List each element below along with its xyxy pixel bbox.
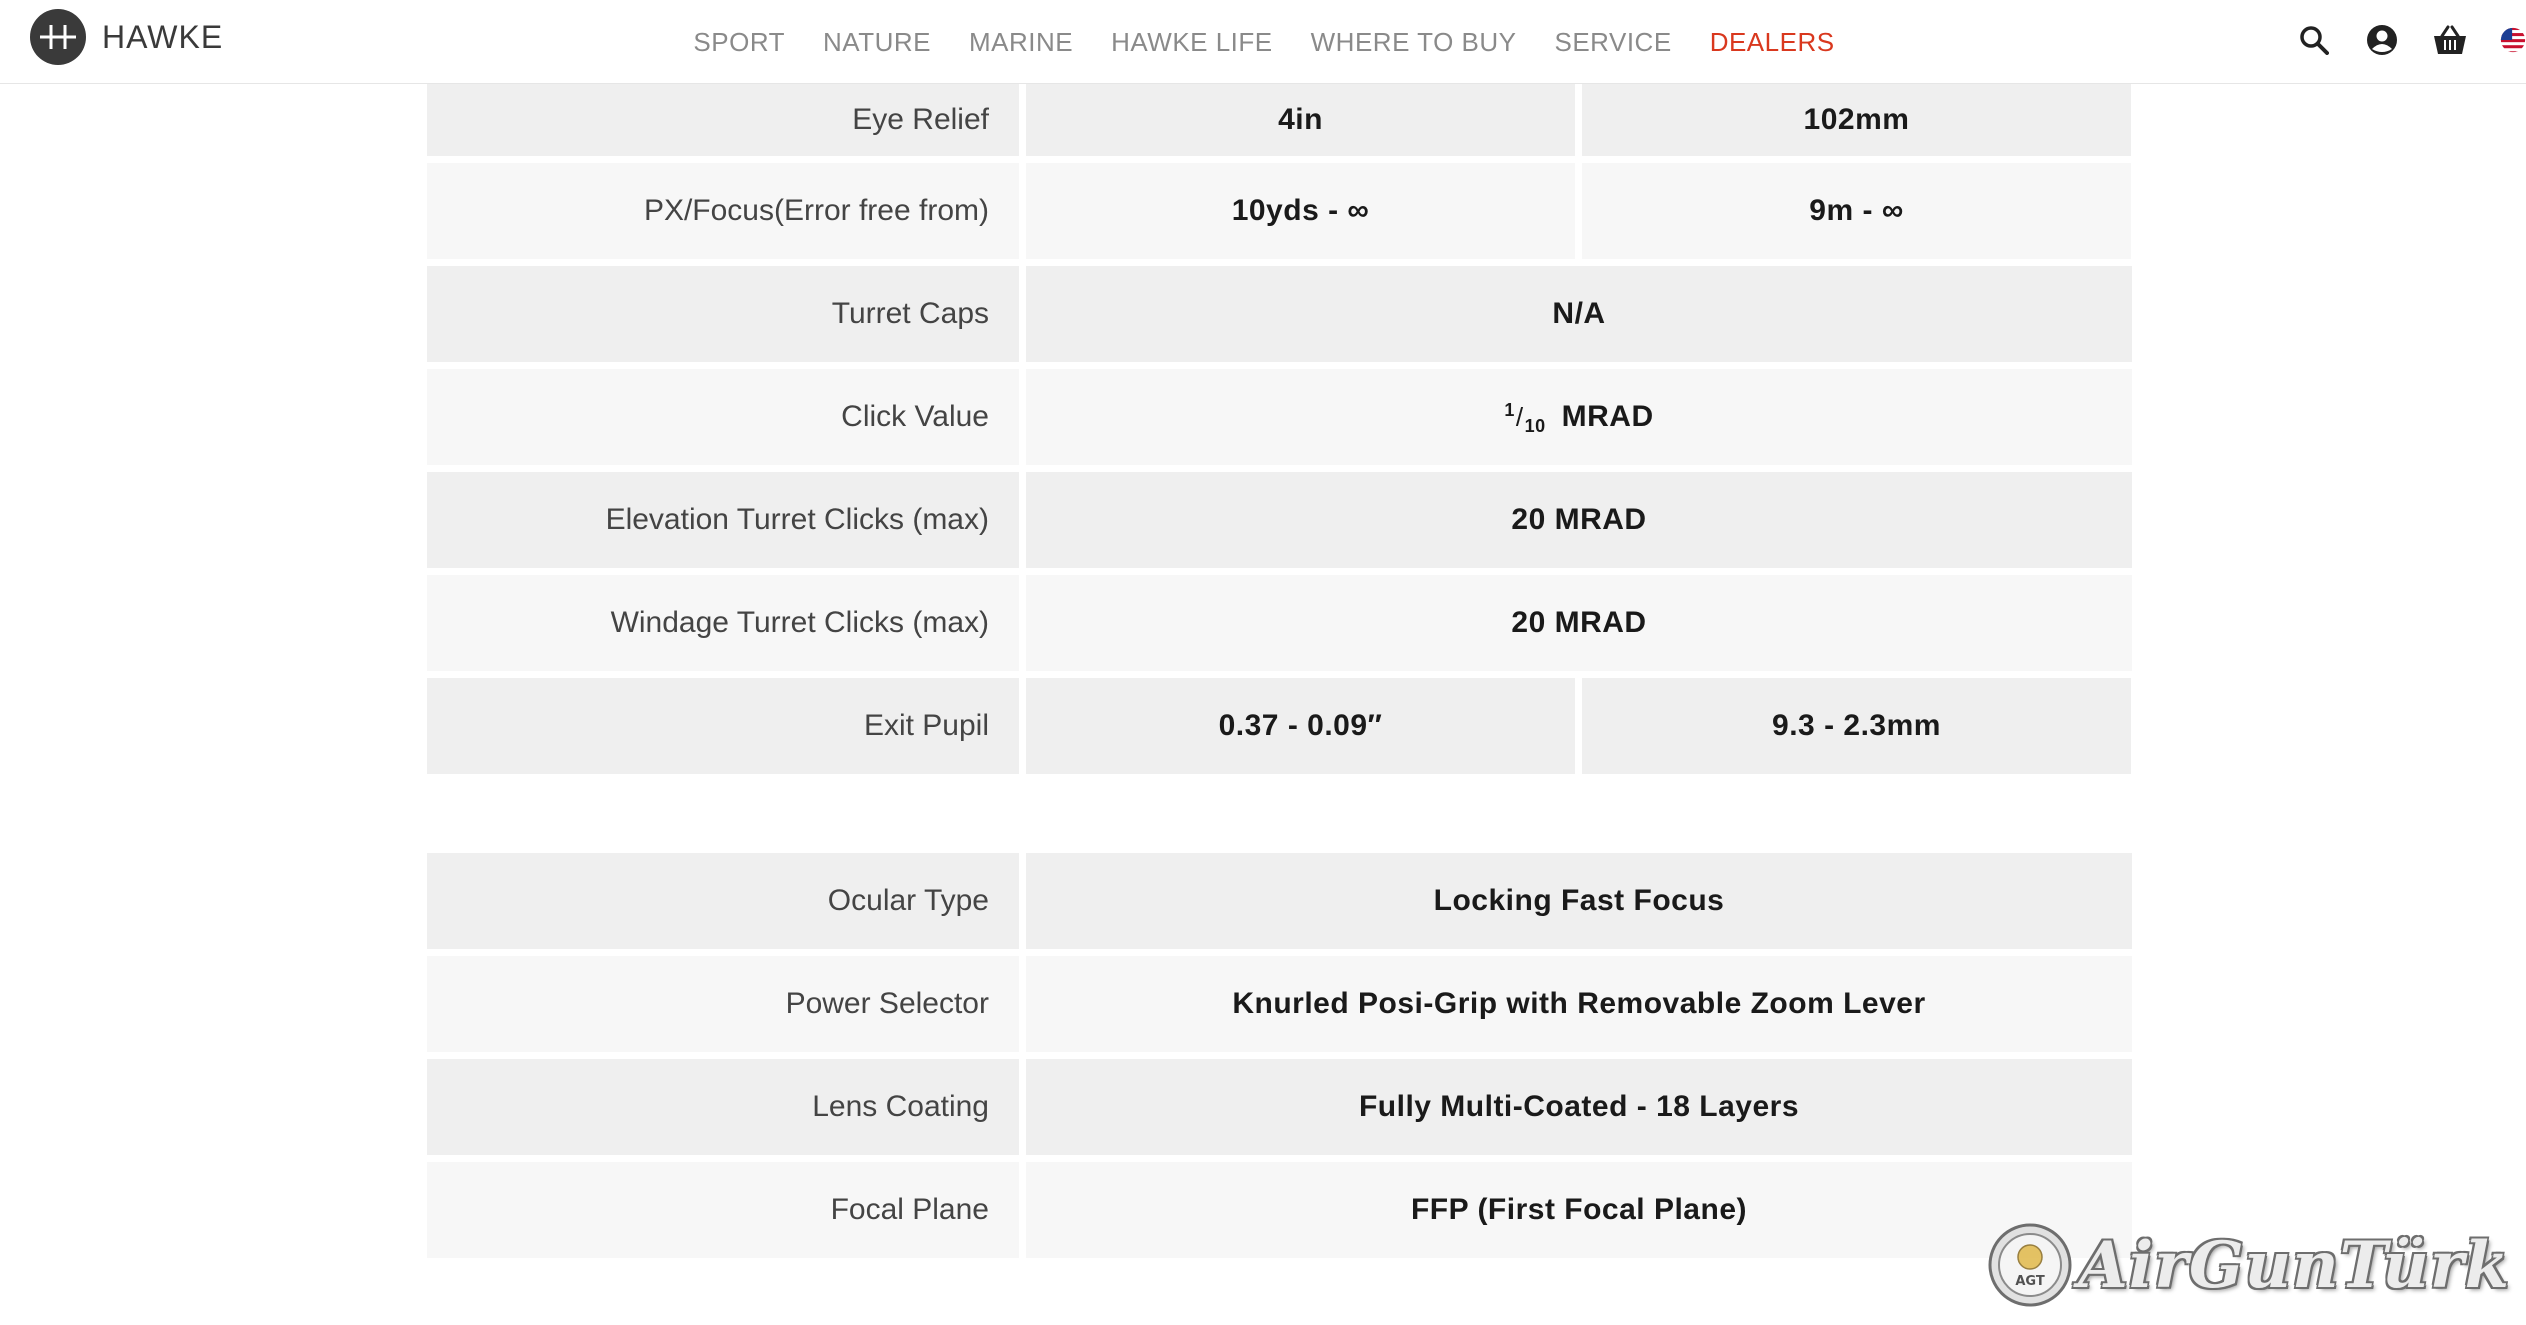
spec-label: Elevation Turret Clicks (max) xyxy=(427,472,1019,568)
spec-row-px-focus-error-free-from xyxy=(427,163,2132,259)
agt-badge-icon xyxy=(1988,1223,2072,1307)
spec-label: Windage Turret Clicks (max) xyxy=(427,575,1019,671)
spec-label: PX/Focus(Error free from) xyxy=(427,163,1019,259)
spec-row-windage-turret-clicks-max xyxy=(427,575,2132,671)
nav-item-marine[interactable]: MARINE xyxy=(969,26,1074,57)
brand-name: HAWKE xyxy=(102,18,224,55)
spec-label: Lens Coating xyxy=(427,1059,1019,1155)
airgunturk-watermark xyxy=(1988,1223,2510,1307)
spec-value: 0.37 - 0.09″ xyxy=(1026,678,1575,774)
spec-row-elevation-turret-clicks-max xyxy=(427,472,2132,568)
svg-text:AGT: AGT xyxy=(2015,1274,2045,1289)
nav-item-dealers[interactable]: DEALERS xyxy=(1709,26,1835,57)
spec-value: $^1$ / $_{10}$ MRAD xyxy=(1026,369,2132,465)
spec-value: Locking Fast Focus xyxy=(1026,853,2132,949)
nav-item-service[interactable]: SERVICE xyxy=(1554,26,1672,57)
spec-value: 102mm xyxy=(1582,84,2131,156)
spec-label: Ocular Type xyxy=(427,853,1019,949)
spec-row-turret-caps xyxy=(427,266,2132,362)
nav-item-where-to-buy[interactable]: WHERE TO BUY xyxy=(1310,26,1517,57)
spec-row-exit-pupil xyxy=(427,678,2132,774)
spec-label: Click Value xyxy=(427,369,1019,465)
spec-label: Focal Plane xyxy=(427,1162,1019,1258)
spec-value: Fully Multi-Coated - 18 Layers xyxy=(1026,1059,2132,1155)
spec-value: 20 MRAD xyxy=(1026,575,2132,671)
header-icons xyxy=(2296,22,2526,58)
spec-row-click-value xyxy=(427,369,2132,465)
hawke-logo[interactable] xyxy=(30,9,223,65)
spec-label: Eye Relief xyxy=(427,84,1019,156)
spec-row-lens-coating xyxy=(427,1059,2132,1155)
spec-value: 10yds - ∞ xyxy=(1026,163,1575,259)
search-icon[interactable] xyxy=(2296,22,2332,58)
us-flag-icon[interactable] xyxy=(2500,22,2526,58)
spec-value: 20 MRAD xyxy=(1026,472,2132,568)
spec-value: Knurled Posi-Grip with Removable Zoom Lever xyxy=(1026,956,2132,1052)
site-header xyxy=(0,0,2526,84)
spec-label: Power Selector xyxy=(427,956,1019,1052)
spec-row-ocular-type xyxy=(427,853,2132,949)
spec-value: 9m - ∞ xyxy=(1582,163,2131,259)
nav-item-nature[interactable]: NATURE xyxy=(823,26,931,57)
basket-icon[interactable] xyxy=(2432,22,2468,58)
spec-value: 9.3 - 2.3mm xyxy=(1582,678,2131,774)
nav-item-hawke-life[interactable]: HAWKE LIFE xyxy=(1111,26,1273,57)
hawke-logo-icon xyxy=(30,9,86,65)
spec-row-power-selector xyxy=(427,956,2132,1052)
main-nav xyxy=(0,0,2526,84)
spec-label: Turret Caps xyxy=(427,266,1019,362)
spec-row-eye-relief xyxy=(427,84,2132,156)
spec-label: Exit Pupil xyxy=(427,678,1019,774)
spec-value: FFP (First Focal Plane) xyxy=(1026,1162,2132,1258)
account-icon[interactable] xyxy=(2364,22,2400,58)
watermark-text: AirGunTürk xyxy=(2078,1227,2510,1303)
spec-table-features xyxy=(427,853,2132,1265)
nav-item-sport[interactable]: SPORT xyxy=(693,26,786,57)
spec-value: N/A xyxy=(1026,266,2132,362)
spec-table-optics xyxy=(427,84,2132,781)
spec-value: 4in xyxy=(1026,84,1575,156)
click-value-fraction: $^1$ / $_{10}$ xyxy=(1504,399,1546,436)
spec-row-focal-plane xyxy=(427,1162,2132,1258)
